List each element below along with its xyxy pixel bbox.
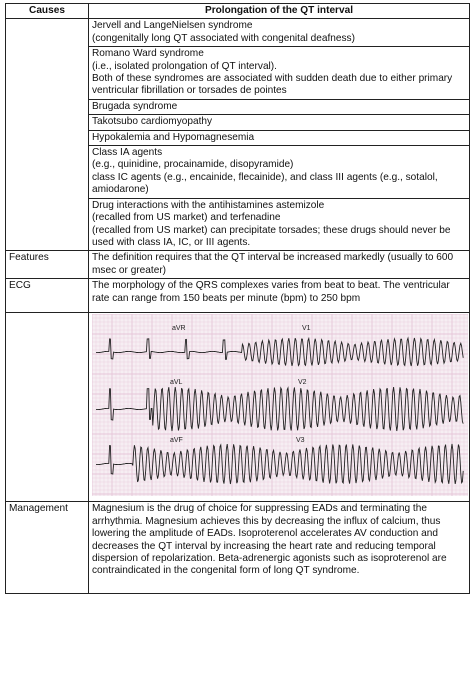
- management-text: [89, 502, 470, 593]
- ecg-lead-label: V3: [296, 436, 305, 444]
- ecg-strip-image: [92, 314, 468, 496]
- table-row: [6, 312, 470, 501]
- cause-brugada: [89, 99, 470, 114]
- ecg-image-label-cell: [6, 312, 89, 501]
- cause-romano-ward: [89, 47, 470, 100]
- ecg-label: ECG: [6, 279, 89, 313]
- cause-line: Jervell and LangeNielsen syndrome: [92, 20, 253, 32]
- cause-line: (i.e., isolated prolongation of QT interval).: [92, 60, 277, 72]
- cause-jervell: [89, 19, 470, 47]
- ecg-lead-label: aVL: [170, 378, 183, 386]
- ecg-lead-label: aVR: [172, 324, 186, 332]
- causes-label-cell: [6, 19, 89, 251]
- table-row: [6, 279, 470, 313]
- ecg-text-content: The morphology of the QRS complexes varies from beat to beat. The ventricular rate can range from 150 beats per minute (bpm) to 250 bpm: [92, 280, 450, 304]
- cause-line: (congenitally long QT associated with congenital deafness): [92, 32, 355, 44]
- cause-electrolytes: [89, 130, 470, 145]
- table-header-row: [6, 4, 470, 19]
- cause-line: Class IA agents: [92, 147, 163, 159]
- cause-line: Drug interactions with the antihistamines astemizole: [92, 199, 325, 211]
- header-causes: Causes: [6, 4, 89, 19]
- cause-line: Both of these syndromes are associated with sudden death due to either primary ventricular fibrillation or torsades de pointes: [92, 73, 453, 97]
- cause-line: Hypokalemia and Hypomagnesemia: [92, 131, 255, 143]
- qt-prolongation-table: [5, 3, 470, 594]
- cause-line: (e.g., quinidine, procainamide, disopyramide): [92, 159, 294, 171]
- cause-line: class IC agents (e.g., encainide, flecainide), and class III agents (e.g., sotalol, amiodarone): [92, 171, 438, 196]
- table-row: [6, 502, 470, 593]
- cause-line: Takotsubo cardiomyopathy: [92, 116, 213, 128]
- header-prolongation: Prolongation of the QT interval: [89, 4, 470, 19]
- ecg-lead-label: V2: [298, 378, 307, 386]
- cause-class-agents: [89, 146, 470, 199]
- cause-takotsubo: [89, 115, 470, 130]
- management-label: Management: [6, 502, 89, 593]
- ecg-image-cell: [89, 312, 470, 501]
- cause-drug-interactions: [89, 198, 470, 251]
- cause-line: Brugada syndrome: [92, 100, 178, 112]
- ecg-text: [89, 279, 470, 313]
- features-text: The definition requires that the QT interval be increased markedly (usually to 600 msec or greater): [89, 251, 470, 279]
- ecg-lead-label: V1: [302, 324, 311, 332]
- management-text-content: Magnesium is the drug of choice for suppressing EADs and terminating the arrhythmia. Magnesium achieves this by decreasing the influx of calcium, thus lowering the amplitude of EADs. Isoproterenol accelerates AV conduction and decreases the QT interval by increasing the heart rate and reducing temporal dispersion of repolarization. Beta-adrenergic agonists such as isoproterenol are contraindicated in the congenital form of long QT syndrome.: [92, 503, 447, 577]
- cause-line: (recalled from US market) can precipitate torsades; these drugs should never be used with class IA, IC, or III agents.: [92, 224, 451, 248]
- table-row: [6, 19, 470, 47]
- ecg-lead-label: aVF: [170, 436, 183, 444]
- cause-line: (recalled from US market) and terfenadine: [92, 212, 281, 224]
- cause-line: Romano Ward syndrome: [92, 48, 204, 60]
- table-row: [6, 251, 470, 279]
- features-label: Features: [6, 251, 89, 279]
